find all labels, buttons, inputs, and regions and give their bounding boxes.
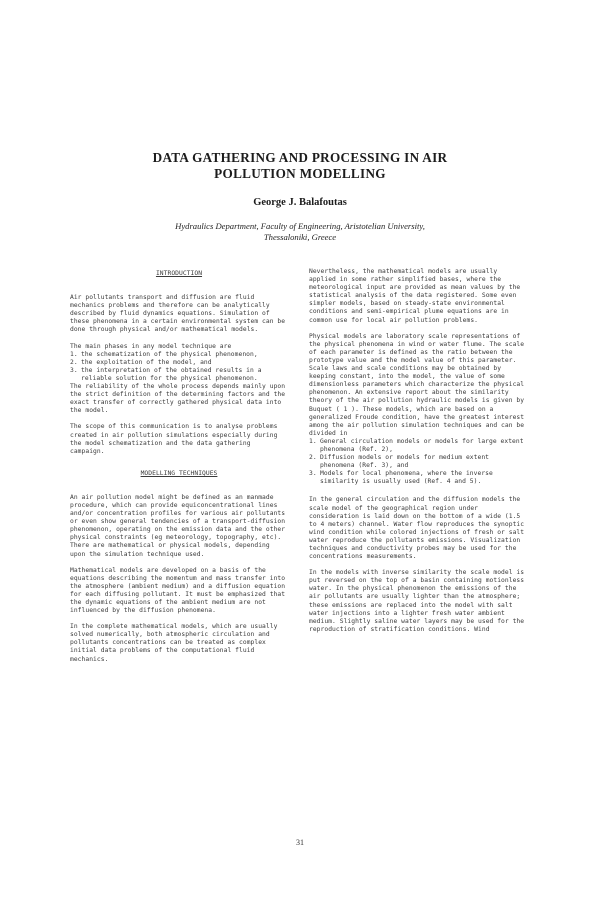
section-heading-introduction: INTRODUCTION [155, 270, 203, 277]
affiliation-line: Thessaloniki, Greece [263, 232, 337, 242]
paragraph: The main phases in any model technique are [70, 342, 232, 350]
section-heading-modelling: MODELLING TECHNIQUES [140, 469, 218, 477]
affiliation-line: Hydraulics Department, Faculty of Engineering, Aristotelian University, [175, 221, 425, 231]
affiliation [80, 221, 520, 243]
paragraph: Air pollutants transport and diffusion are fluid mechanics problems and therefore can be analytically described by fluid dynamics equations. Simulation of these phenomena in a certain environmental system can be done through physical and/or mathematical models. [70, 294, 286, 334]
model-types-list [309, 438, 527, 487]
title-line: POLLUTION MODELLING [214, 166, 386, 181]
right-column [309, 268, 527, 642]
paragraph: An air pollution model might be defined as an manmade procedure, which can provide equiconcentrational lines and/or concentration profiles for various air pollutants or even show general tendencies of a transport-diffusion phenomenon, operating on the emission data and the other physical constraints (eg meteorology, topography, etc). There are mathematical or physical models, depending upon the simulation technique used. [70, 493, 286, 558]
list-item: 1. the schematization of the physical phenomenon, [70, 350, 258, 358]
list-item: 1. General circulation models or models for large extent phenomena (Ref. 2), [309, 437, 524, 453]
page-number: 31 [296, 838, 304, 847]
list-item: 3. the interpretation of the obtained results in a reliable solution for the physical phenomenon. [70, 366, 262, 382]
phases-list [70, 351, 288, 383]
paragraph: The scope of this communication is to analyse problems created in air pollution simulations especially during the model schematization and the data gathering campaign. [70, 423, 278, 455]
title-line: DATA GATHERING AND PROCESSING IN AIR [152, 150, 448, 165]
paragraph: Nevertheless, the mathematical models are usually applied in some rather simplified bases, where the meteorological input are provided as mean values by the statistical analysis of the data registered. Some even simpler models, based on steady-state environmental conditions and semi-empirical plume equations are in common use for local air pollution problems. [309, 268, 521, 324]
list-item: 3. Models for local phenomena, where the inverse similarity is usually used (Ref. 4 and 5). [309, 470, 493, 486]
paragraph: In the complete mathematical models, which are usually solved numerically, both atmospheric circulation and pollutants concentrations can be treated as complex initial data problems of the computational fluid mechanics. [70, 623, 278, 663]
paper-title [60, 150, 540, 182]
author-name: George J. Balafoutas [253, 197, 347, 208]
list-item: 2. Diffusion models or models for medium extent phenomena (Ref. 3), and [309, 454, 490, 470]
paragraph: The reliability of the whole process depends mainly upon the strict definition of the determining factors and the exact transfer of correctly gathered physical data into the model. [70, 383, 286, 415]
paragraph: In the general circulation and the diffusion models the scale model of the geographical region under consideration is laid down on the bottom of a wide (1.5 to 4 meters) channel. Water flow reproduces the synoptic wind condition while colored injections of fresh or salt water reproduce the pollutants emissions. Visualization techniques and conductivity probes may be used for the concentrations measurements. [309, 496, 525, 561]
paragraph: Physical models are laboratory scale representations of the physical phenomena in wind or water flume. The scale of each parameter is defined as the ratio between the prototype value and the model value of this parameter. Scale laws and scale conditions may be obtained by keeping constant, into the model, the value of some dimensionless parameters which characterize the physical phenomenon. An extensive report about the similarity theory of the air pollution hydraulic models is given by Buquet ( 1 ). These models, which are based on a generalized Froude condition, have the greatest interest among the air pollution simulation techniques and can be divided in [309, 332, 525, 437]
paragraph: In the models with inverse similarity the scale model is put reversed on the top of a basin containing motionless water. In the physical phenomenon the emissions of the air pollutants are usually lighter than the atmosphere; these emissions are replaced into the model with salt water injections into a lighter fresh water ambient medium. Slightly saline water layers may be used for the reproduction of stratification conditions. Wind [309, 569, 525, 633]
paragraph: Mathematical models are developed on a basis of the equations describing the momentum and mass transfer into the atmosphere (ambient medium) and a diffusion equation for each diffusing pollutant. It must be emphasized that the dynamic equations of the ambient medium are not influenced by the diffusion phenomena. [70, 566, 286, 615]
left-column [70, 270, 288, 672]
list-item: 2. the exploitation of the model, and [70, 358, 212, 366]
